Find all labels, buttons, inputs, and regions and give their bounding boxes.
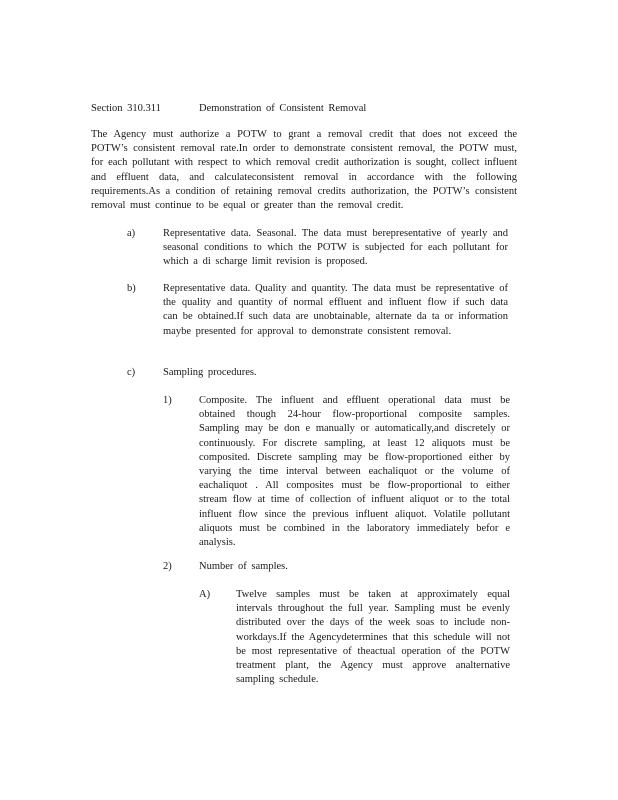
intro-paragraph: The Agency must authorize a POTW to grant a removal credit that does not exceed the POTW’s consistent removal rate.In order to demonstrate consistent removal, the POTW must, for each pollutant with respect to which removal credit authorization is sought, collect influent and effluent data, and calculateconsistent removal in accordance with the following requirements.As a condition of retaining removal credits authorization, the POTW’s consistent removal must continue to be equal or greater than the removal credit.: [91, 129, 517, 212]
subsection-c2a-text: Twelve samples must be taken at approximately equal intervals throughout the full year. Sampling must be evenly distributed over the days of the week soas to include non-workdays.If the Agencydetermines that this schedule will not be most representative of theactual operation of the POTW treatment plant, the Agency must approve analternative sampling schedule.: [236, 589, 510, 686]
subsection-c-label: c): [127, 367, 136, 378]
subsection-b-text: Representative data. Quality and quantity. The data must be representative of the quality and quantity of normal effluent and influent flow if such data can be obtained.If such data are unobtainable, alternate da ta or information maybe presented for approval to demonstrate consistent removal.: [163, 283, 508, 337]
section-number: Section 310.311: [91, 103, 161, 114]
subsection-c2-label: 2): [163, 561, 172, 572]
subsection-c2a-label: A): [199, 589, 211, 600]
section-title: Demonstration of Consistent Removal: [199, 103, 367, 114]
subsection-c1-label: 1): [163, 395, 172, 406]
section-heading: [91, 102, 366, 116]
subsection-c-text: Sampling procedures.: [163, 367, 257, 378]
subsection-c1-text: Composite. The influent and effluent operational data must be obtained though 24-hour flow-proportional composite samples. Sampling may be don e manually or automatically,and discretely or continuously. For discrete sampling, at least 12 aliquots must be composited. Discrete sampling may be flow-proportioned either by varying the time interval between eachaliquot or the volume of eachaliquot . All composites must be flow-proportional to either stream flow at time of collection of influent aliquot or to the total influent flow since the previous influent aliquot. Volatile pollutant aliquots must be combined in the laboratory immediately befor e analysis.: [199, 395, 510, 549]
subsection-c2-text: Number of samples.: [199, 561, 288, 572]
subsection-b-label: b): [127, 283, 136, 294]
subsection-a-text: Representative data. Seasonal. The data must berepresentative of yearly and seasonal conditions to which the POTW is subjected for each pollutant for which a di scharge limit revision is proposed.: [163, 228, 508, 268]
subsection-a-label: a): [127, 228, 136, 239]
